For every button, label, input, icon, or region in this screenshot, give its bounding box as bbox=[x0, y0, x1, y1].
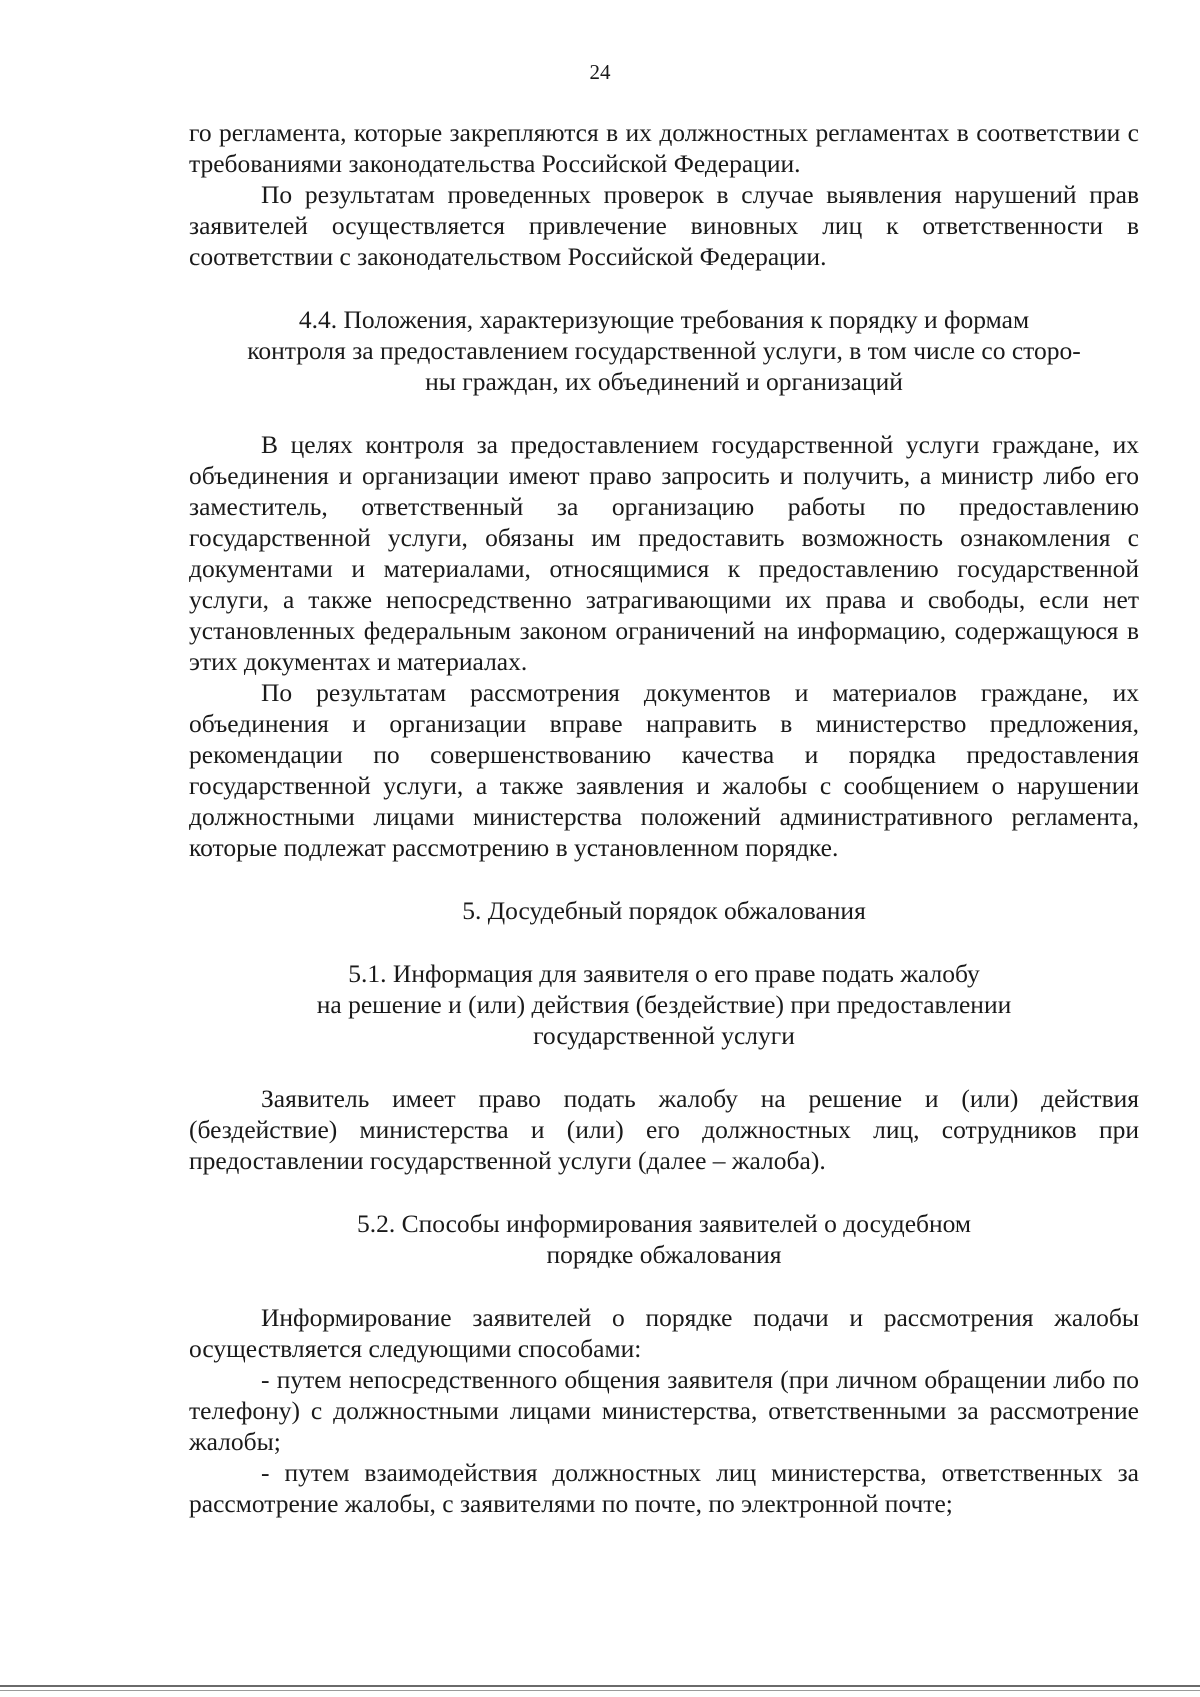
section-heading-5-2 bbox=[189, 1208, 1139, 1270]
heading-line: 4.4. Положения, характеризующие требования к порядку и формам bbox=[298, 305, 1030, 334]
section-heading-5-1 bbox=[189, 958, 1139, 1051]
page-number: 24 bbox=[589, 60, 611, 84]
section-heading-4-4 bbox=[189, 304, 1139, 397]
paragraph-informing-methods: Информирование заявителей о порядке подачи и рассмотрения жалобы осуществляется следующими способами: bbox=[189, 1303, 1139, 1363]
paragraph-continuation: го регламента, которые закрепляются в их должностных регламентах в соответствии с требованиями законодательства Российской Федерации. bbox=[189, 118, 1139, 178]
scan-bottom-edge-shadow bbox=[0, 1690, 1200, 1691]
heading-line: государственной услуги bbox=[533, 1021, 795, 1050]
list-item-mail-contact: - путем взаимодействия должностных лиц министерства, ответственных за рассмотрение жалобы, с заявителями по почте, по электронной почте; bbox=[189, 1458, 1139, 1518]
paragraph-inspection-results: По результатам проведенных проверок в случае выявления нарушений прав заявителей осуществляется привлечение виновных лиц к ответственности в соответствии с законодательством Российской Федерации. bbox=[189, 180, 1139, 271]
heading-line: на решение и (или) действия (бездействие) при предоставлении bbox=[316, 990, 1012, 1019]
heading-line: 5.1. Информация для заявителя о его праве подать жалобу bbox=[348, 959, 980, 988]
heading-line: 5.2. Способы информирования заявителей о досудебном bbox=[356, 1209, 972, 1238]
heading-line: порядке обжалования bbox=[546, 1240, 782, 1269]
heading-line: контроля за предоставлением государственной услуги, в том числе со сторо- bbox=[247, 336, 1081, 365]
section-heading-5: 5. Досудебный порядок обжалования bbox=[462, 896, 866, 925]
list-item-direct-contact: - путем непосредственного общения заявителя (при личном обращении либо по телефону) с должностными лицами министерства, ответственными за рассмотрение жалобы; bbox=[189, 1365, 1139, 1456]
document-body bbox=[189, 117, 1139, 1519]
paragraph-proposals: По результатам рассмотрения документов и материалов граждане, их объединения и организации вправе направить в министерство предложения, рекомендации по совершенствованию качества и порядка предоставления государственной услуги, а также заявления и жалобы с сообщением о нарушении должностными лицами министерства положений административного регламента, которые подлежат рассмотрению в установленном порядке. bbox=[189, 678, 1139, 862]
paragraph-control-rights: В целях контроля за предоставлением государственной услуги граждане, их объединения и организации имеют право запросить и получить, а министр либо его заместитель, ответственный за организацию работы по предоставлению государственной услуги, обязаны им предоставить возможность ознакомления с документами и материалами, относящимися к предоставлению государственной услуги, а также непосредственно затрагивающими их права и свободы, если нет установленных федеральным законом ограничений на информацию, содержащуюся в этих документах и материалах. bbox=[189, 430, 1139, 676]
scan-bottom-edge bbox=[0, 1685, 1200, 1687]
heading-line: ны граждан, их объединений и организаций bbox=[425, 367, 903, 396]
paragraph-complaint-right: Заявитель имеет право подать жалобу на решение и (или) действия (бездействие) министерства и (или) его должностных лиц, сотрудников при предоставлении государственной услуги (далее – жалоба). bbox=[189, 1084, 1139, 1175]
